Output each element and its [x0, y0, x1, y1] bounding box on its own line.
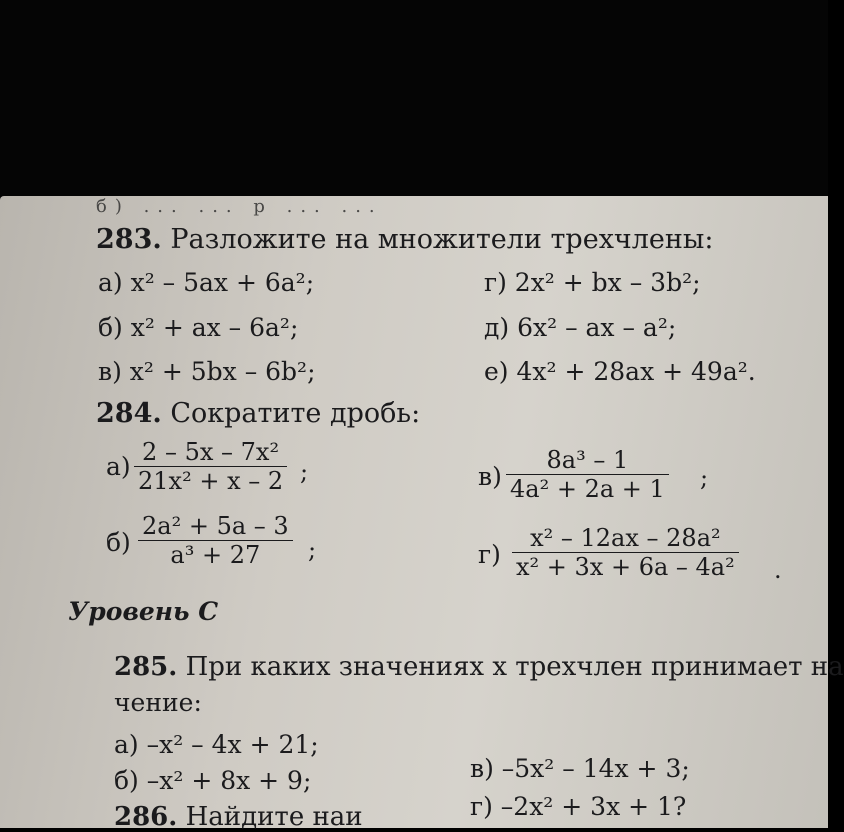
- problem-283-v: в) x² + 5bx – 6b²;: [98, 357, 316, 386]
- fraction-a-numerator: 2 – 5x – 7x²: [142, 438, 280, 466]
- problem-284-number: 284.: [96, 398, 162, 429]
- fraction-v-punct: ;: [700, 464, 709, 492]
- problem-283-number: 283.: [96, 224, 162, 255]
- fraction-b: [138, 512, 293, 569]
- problem-283-d: д) 6x² – ax – a²;: [484, 313, 677, 342]
- problem-284-heading: [96, 398, 420, 429]
- fraction-g-punct: .: [774, 556, 782, 584]
- previous-line-fragment: [96, 192, 476, 204]
- fraction-v-numerator: 8a³ – 1: [546, 446, 629, 474]
- fraction-b-denominator: a³ + 27: [138, 540, 293, 569]
- problem-285-b: б) –x² + 8x + 9;: [114, 766, 312, 795]
- dark-background: [0, 0, 828, 208]
- problem-284-title: Сократите дробь:: [170, 398, 421, 429]
- problem-286-heading: [114, 802, 363, 832]
- problem-285-a: а) –x² – 4x + 21;: [114, 730, 319, 759]
- fraction-g-denominator: x² + 3x + 6a – 4a²: [512, 552, 739, 581]
- problem-286-number: 286.: [114, 802, 178, 832]
- problem-285-heading: [114, 652, 844, 682]
- problem-283-g: г) 2x² + bx – 3b²;: [484, 268, 701, 297]
- fraction-a-denominator: 21x² + x – 2: [134, 466, 287, 495]
- fraction-a-punct: ;: [300, 458, 309, 486]
- fraction-b-numerator: 2a² + 5a – 3: [142, 512, 289, 540]
- problem-286-title: Найдите наи: [185, 802, 363, 832]
- fraction-b-punct: ;: [308, 536, 317, 564]
- level-heading: Уровень С: [68, 597, 219, 626]
- fraction-g: [512, 524, 739, 581]
- fraction-v: [506, 446, 669, 503]
- problem-283-title: Разложите на множители трехчлены:: [170, 224, 714, 255]
- fraction-g-label: г): [478, 540, 501, 569]
- fraction-g-numerator: x² – 12ax – 28a²: [530, 524, 721, 552]
- problem-285-number: 285.: [114, 652, 178, 682]
- problem-283-heading: [96, 224, 713, 255]
- problem-285-g: г) –2x² + 3x + 1?: [470, 792, 687, 821]
- problem-283-e: е) 4x² + 28ax + 49a².: [484, 357, 756, 386]
- problem-285-v: в) –5x² – 14x + 3;: [470, 754, 690, 783]
- problem-283-b: б) x² + ax – 6a²;: [98, 313, 299, 342]
- fraction-v-denominator: 4a² + 2a + 1: [506, 474, 669, 503]
- fraction-a-label: а): [106, 452, 131, 481]
- fraction-a: [134, 438, 287, 495]
- fraction-b-label: б): [106, 528, 131, 557]
- problem-285-title: При каких значениях x трехчлен принимает на: [185, 652, 844, 682]
- problem-283-a: а) x² – 5ax + 6a²;: [98, 268, 315, 297]
- problem-285-continuation: чение:: [114, 688, 202, 717]
- fraction-v-label: в): [478, 462, 502, 491]
